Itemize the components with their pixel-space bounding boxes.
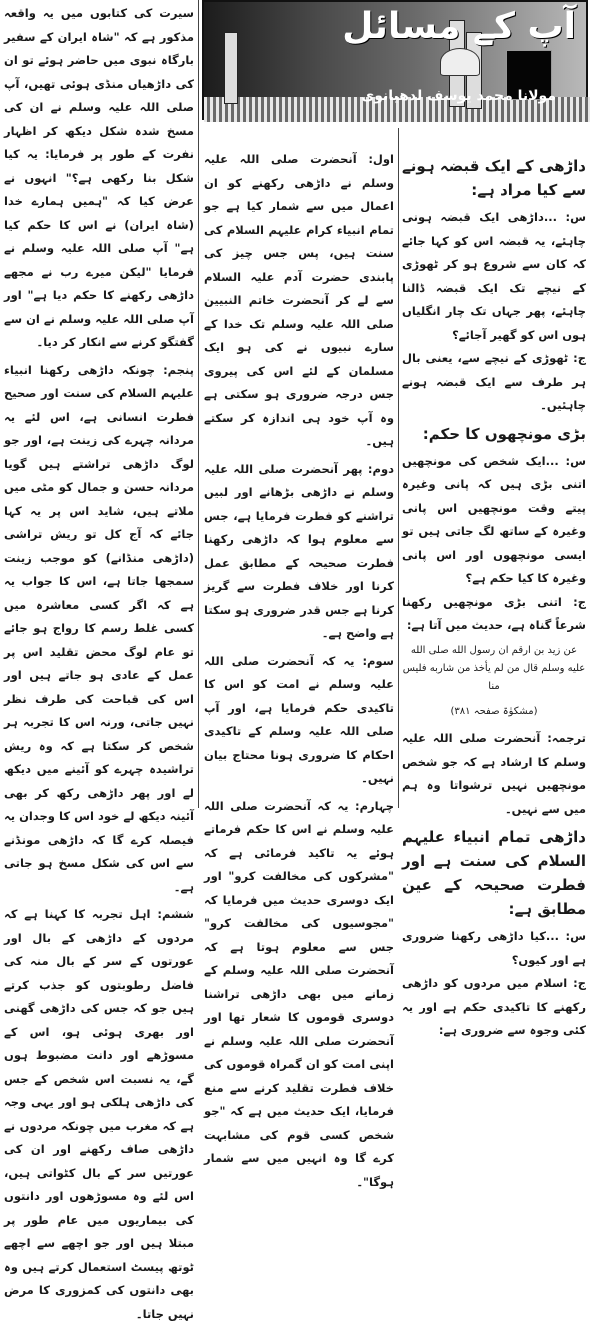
paragraph: دوم: پھر آنحضرت صلی اللہ علیہ وسلم نے داڑھی بڑھانے اور لبیں تراشنے کو فطرت فرمایا ہے، جس سے معلوم ہوا کہ داڑھی رکھنا فطرت صحیحہ کے مطابق عمل کرنا اور خلاف فطرت سے گریز کرنا ہے جس قدر ضروری ہو سکتا ہے واضح ہے۔ xyxy=(204,461,394,640)
paragraph: سوم: یہ کہ آنحضرت صلی اللہ علیہ وسلم نے امت کو اس کا تاکیدی حکم فرمایا ہے، اور آپ صلی اللہ علیہ وسلم کے تاکیدی احکام کا ضروری ہونا محتاج بیان نہیں۔ xyxy=(204,653,394,785)
paragraph: پنجم: چونکہ داڑھی رکھنا انبیاء علیہم السلام کی سنت اور صحیح فطرت انسانی ہے، اس لئے یہ مردانہ چہرے کی زینت ہے، اور جو لوگ داڑھی تراشتے ہیں گویا مردانہ حسن و جمال کو مٹی میں ملاتے ہیں، شاید اس پر یہ کہا جائے کہ آج کل تو ریش تراشی (داڑھی منڈانے) کو موجب زینت سمجھا جاتا ہے، اس کا جواب یہ ہے کہ اگر کسی معاشرہ میں کسی غلط رسم کا رواج ہو جائے تو عام لوگ محض تقلید اس پر عمل کے عادی ہو جاتے ہیں اور اس کی قباحت کی طرف نظر نہیں جاتی، ورنہ اس کا تجربہ ہر شخص کر سکتا ہے کہ وہ ریش تراشیدہ چہرے کو آئینے میں دیکھ لے اور پھر داڑھی رکھ کر بھی آئینہ دیکھ لے خود اس کا وجدان یہ فیصلہ کرے گا کہ داڑھی مونڈنے سے اس کی شکل مسخ ہو جاتی ہے۔ xyxy=(4,362,194,894)
hadith-reference: (مشکوٰۃ صفحہ ۳۸۱) xyxy=(450,705,538,717)
column-divider xyxy=(398,128,399,808)
paragraph: سیرت کی کتابوں میں یہ واقعہ مذکور ہے کہ "شاہ ایران کے سفیر بارگاہ نبوی میں حاضر ہوئے تو ان کی داڑھیاں منڈی ہوئی تھیں، آپ صلی اللہ علیہ وسلم نے ان کی مسخ شدہ شکل دیکھ کر اظہار نفرت کے طور پر فرمایا: یہ کیا شکل بنا رکھی ہے؟" انہوں نے عرض کیا کہ "ہمیں ہمارے خدا (شاہ ایران) نے اس کا حکم کیا ہے" آپ صلی اللہ علیہ وسلم نے فرمایا "لیکن میرے رب نے مجھے داڑھی رکھنے کا حکم دیا ہے" اور آپ صلی اللہ علیہ وسلم نے ان سے گفتگو کرنے سے انکار کر دیا۔ xyxy=(4,6,194,349)
section-heading: بڑی مونچھوں کا حکم: xyxy=(422,424,586,443)
paragraph: ششم: اہل تجربہ کا کہنا ہے کہ مردوں کے داڑھی کے بال اور عورتوں کے سر کے بال منہ کی فاضل رطوبتوں کو جذب کرتے ہیں جو کہ جس کی داڑھی گھنی اور بھری ہوئی ہو، اس کے مسوڑھے اور دانت مضبوط ہوں گے، یہ نسبت اس شخص کے جس کی داڑھی ہلکی ہو اور یہی وجہ ہے کہ مغرب میں چونکہ مردوں نے داڑھی صاف رکھنے اور ان کی عورتیں سر کے بال کٹواتی ہیں، اس لئے وہ مسوڑھوں اور دانتوں کی بیماریوں میں عام طور پر مبتلا ہیں اور جو اچھے سے اچھے ٹوتھ پیسٹ استعمال کرتے ہیں وہ بھی دانتوں کی کمزوری کا مرض نہیں جاتا۔ xyxy=(4,907,194,1321)
hadith-arabic: عن زيد بن ارقم ان رسول الله صلى الله عليه وسلم قال من لم يأخذ من شاربه فليس منا xyxy=(402,644,586,692)
question-text: س: ...ایک شخص کی مونچھیں اتنی بڑی ہیں کہ پانی وغیرہ پیتے وقت مونچھیں اس پانی وغیرہ کے ساتھ لگ جاتی ہیں تو ایسی مونچھوں اور اس پانی وغیرہ کا کیا حکم ہے؟ xyxy=(402,453,586,585)
article-column-middle xyxy=(204,148,394,1198)
article-column-left xyxy=(4,2,194,1330)
section-heading: داڑھی کے ایک قبضہ ہونے سے کیا مراد ہے: xyxy=(402,157,586,199)
question-text: س: ...داڑھی ایک قبضہ ہونی چاہئے، یہ قبضہ اس کو کہا جائے کہ کان سے شروع ہو کر ٹھوڑی کے نیچے تک ایک قبضہ ڈالنا چاہئے، پھر جہاں تک چار انگلیاں ہوں اس کو گھیر آجائے؟ xyxy=(402,210,586,342)
question-text: س: ...کیا داڑھی رکھنا ضروری ہے اور کیوں؟ xyxy=(402,929,586,967)
green-dome-image xyxy=(440,48,480,76)
banner-title: آپ کے مسائل xyxy=(342,6,576,47)
answer-text: ج: اسلام میں مردوں کو داڑھی رکھنے کا تاکیدی حکم ہے اور یہ کئی وجوہ سے ضروری ہے: xyxy=(402,976,586,1037)
translation-text: ترجمہ: آنحضرت صلی اللہ علیہ وسلم کا ارشاد ہے کہ جو شخص مونچھیں نہیں ترشواتا وہ ہم میں سے نہیں۔ xyxy=(402,731,586,816)
article-column-right xyxy=(402,150,586,1047)
minaret-image xyxy=(224,32,238,104)
answer-text: ج: اتنی بڑی مونچھیں رکھنا شرعاً گناہ ہے، حدیث میں آتا ہے: xyxy=(402,594,586,632)
column-divider xyxy=(198,0,199,808)
banner-author: مولانا محمد یوسف لدھیانوی xyxy=(361,88,556,104)
answer-text: ج: ٹھوڑی کے نیچے سے، یعنی بال ہر طرف سے ایک قبضہ ہونے چاہئیں۔ xyxy=(402,351,586,412)
paragraph: چہارم: یہ کہ آنحضرت صلی اللہ علیہ وسلم نے اس کا حکم فرماتے ہوئے یہ تاکید فرمائی ہے کہ "مشرکوں کی مخالفت کرو" اور ایک دوسری حدیث میں فرمایا کہ "مجوسیوں کی مخالفت کرو" جس سے معلوم ہوتا ہے کہ آنحضرت صلی اللہ علیہ وسلم کے زمانے میں بھی داڑھی تراشنا دوسری قوموں کا شعار تھا اور آنحضرت صلی اللہ علیہ وسلم نے اپنی امت کو ان گمراہ قوموں کی خلاف فطرت تقلید کرنے سے منع فرمایا، ایک حدیث میں ہے کہ "جو شخص کسی قوم کی مشابہت کرے گا وہ انہیں میں سے شمار ہوگا"۔ xyxy=(204,798,394,1189)
section-heading: داڑھی تمام انبیاء علیہم السلام کی سنت ہے اور فطرت صحیحہ کے عین مطابق ہے: xyxy=(402,828,586,918)
column-banner xyxy=(202,0,588,120)
paragraph: اول: آنحضرت صلی اللہ علیہ وسلم نے داڑھی رکھنے کو ان اعمال میں سے شمار کیا ہے جو تمام انبیاء کرام علیہم السلام کی سنت ہیں، پس جس چیز کی پابندی حضرت آدم علیہ السلام سے لے کر آنحضرت خاتم النبیین صلی اللہ علیہ وسلم تک خدا کے سارے نبیوں نے کی ہو ایک مسلمان کے لئے اس کی پیروی جس درجہ ضروری ہو سکتی ہے وہ آپ خود ہی اندازہ کر سکتے ہیں۔ xyxy=(204,152,394,448)
